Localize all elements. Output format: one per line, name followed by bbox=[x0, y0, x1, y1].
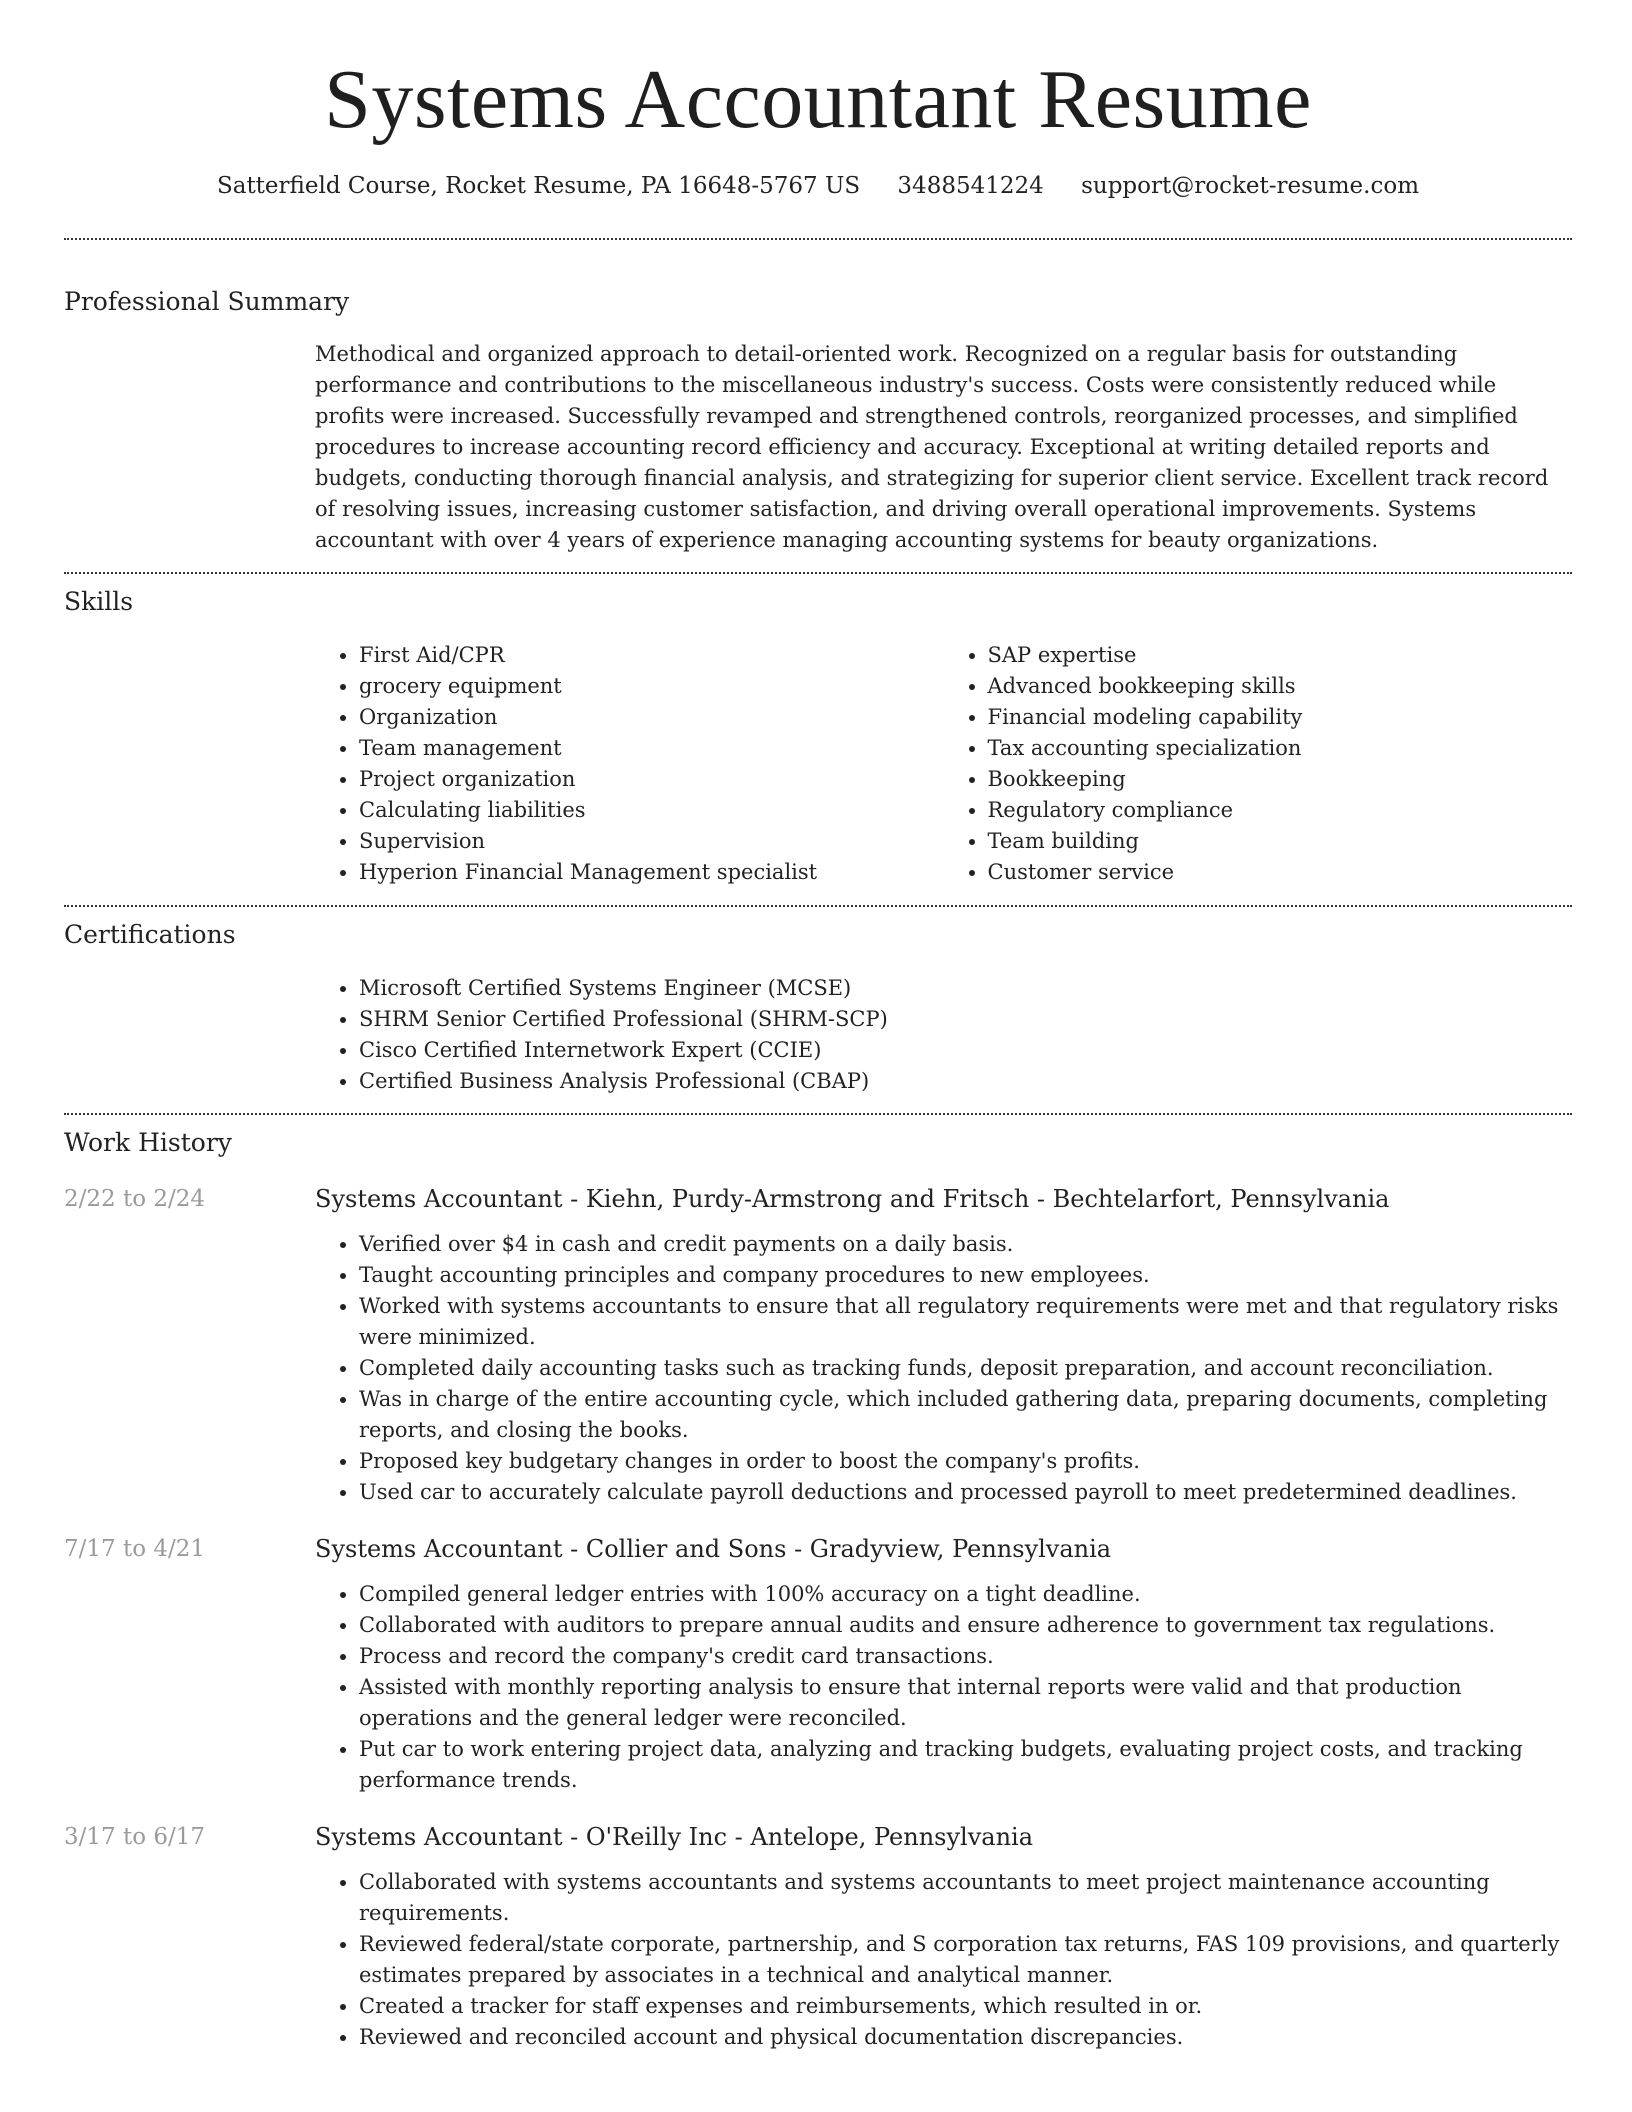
skills-list-left bbox=[315, 640, 944, 888]
job-bullet: • Created a tracker for staff expenses and reimbursements, which resulted in or. bbox=[359, 1991, 1572, 2022]
job-title: Systems Accountant - O'Reilly Inc - Antelope, Pennsylvania bbox=[315, 1823, 1034, 1851]
resume-page bbox=[64, 0, 1572, 2053]
jobs-list bbox=[64, 1182, 1572, 2053]
skills-section bbox=[64, 574, 1572, 888]
skill-item: • Organization bbox=[359, 702, 944, 733]
job-dates: 2/22 to 2/24 bbox=[64, 1186, 206, 1212]
job-dates: 7/17 to 4/21 bbox=[64, 1536, 206, 1562]
skill-item: • Hyperion Financial Management specialist bbox=[359, 857, 944, 888]
job-bullet: • Collaborated with systems accountants and systems accountants to meet project maintenance accounting requirements. bbox=[359, 1867, 1572, 1929]
job-bullets bbox=[315, 1579, 1572, 1796]
skills-grid bbox=[315, 640, 1572, 888]
skill-item: • Bookkeeping bbox=[988, 764, 1573, 795]
skill-item: • Regulatory compliance bbox=[988, 795, 1573, 826]
job-bullet: • Process and record the company's credit card transactions. bbox=[359, 1641, 1572, 1672]
skill-item: • Supervision bbox=[359, 826, 944, 857]
job-title: Systems Accountant - Kiehn, Purdy-Armstrong and Fritsch - Bechtelarfort, Pennsylvania bbox=[315, 1185, 1390, 1213]
skills-list-right bbox=[944, 640, 1573, 888]
resume-title: Systems Accountant Resume bbox=[324, 53, 1312, 146]
job-dates: 3/17 to 6/17 bbox=[64, 1824, 206, 1850]
skill-item: • First Aid/CPR bbox=[359, 640, 944, 671]
summary-body bbox=[315, 339, 1572, 556]
job-bullets bbox=[315, 1229, 1572, 1508]
contact-line bbox=[64, 170, 1572, 202]
contact-address: Satterfield Course, Rocket Resume, PA 16648-5767 US bbox=[216, 173, 861, 199]
certification-item: • Certified Business Analysis Professional (CBAP) bbox=[359, 1066, 1572, 1097]
skill-item: • Advanced bookkeeping skills bbox=[988, 671, 1573, 702]
job-bullet: • Completed daily accounting tasks such as tracking funds, deposit preparation, and account reconciliation. bbox=[359, 1353, 1572, 1384]
job-bullet: • Proposed key budgetary changes in order to boost the company's profits. bbox=[359, 1446, 1572, 1477]
job-title: Systems Accountant - Collier and Sons - Gradyview, Pennsylvania bbox=[315, 1535, 1112, 1563]
skill-item: • Tax accounting specialization bbox=[988, 733, 1573, 764]
skill-item: • Financial modeling capability bbox=[988, 702, 1573, 733]
certifications-body bbox=[315, 973, 1572, 1097]
job-details bbox=[315, 1820, 1572, 2053]
summary-heading: Professional Summary bbox=[64, 287, 350, 316]
certification-item: • Cisco Certified Internetwork Expert (CCIE) bbox=[359, 1035, 1572, 1066]
job-bullet: • Collaborated with auditors to prepare annual audits and ensure adherence to government tax regulations. bbox=[359, 1610, 1572, 1641]
job-bullet: • Was in charge of the entire accounting cycle, which included gathering data, preparing documents, completing reports, and closing the books. bbox=[359, 1384, 1572, 1446]
certifications-list bbox=[315, 973, 1572, 1097]
skill-item: • SAP expertise bbox=[988, 640, 1573, 671]
contact-phone: 3488541224 bbox=[897, 173, 1044, 199]
skills-heading: Skills bbox=[64, 587, 134, 616]
job-bullets bbox=[315, 1867, 1572, 2053]
work-history-heading: Work History bbox=[64, 1128, 232, 1157]
skill-item: • Team management bbox=[359, 733, 944, 764]
job-bullet: • Reviewed and reconciled account and physical documentation discrepancies. bbox=[359, 2022, 1572, 2053]
certifications-heading: Certifications bbox=[64, 920, 236, 949]
skill-item: • Customer service bbox=[988, 857, 1573, 888]
job-entry bbox=[64, 1182, 1572, 1508]
job-bullet: • Worked with systems accountants to ensure that all regulatory requirements were met and that regulatory risks were minimized. bbox=[359, 1291, 1572, 1353]
job-details bbox=[315, 1182, 1572, 1508]
skill-item: • Team building bbox=[988, 826, 1573, 857]
skill-item: • grocery equipment bbox=[359, 671, 944, 702]
job-bullet: • Put car to work entering project data, analyzing and tracking budgets, evaluating project costs, and tracking performance trends. bbox=[359, 1734, 1572, 1796]
job-details bbox=[315, 1532, 1572, 1796]
summary-section bbox=[64, 240, 1572, 556]
job-bullet: • Verified over $4 in cash and credit payments on a daily basis. bbox=[359, 1229, 1572, 1260]
summary-text: Methodical and organized approach to detail-oriented work. Recognized on a regular basis for outstanding performance and contributions to the miscellaneous industry's success. Costs were consistently reduced while profits were increased. Successfully revamped and strengthened controls, reorganized processes, and simplified procedures to increase accounting record efficiency and accuracy. Exceptional at writing detailed reports and budgets, conducting thorough financial analysis, and strategizing for superior client service. Excellent track record of resolving issues, increasing customer satisfaction, and driving overall operational improvements. Systems accountant with over 4 years of experience managing accounting systems for beauty organizations. bbox=[315, 342, 1549, 552]
job-bullet: • Reviewed federal/state corporate, partnership, and S corporation tax returns, FAS 109 provisions, and quarterly estimates prepared by associates in a technical and analytical manner. bbox=[359, 1929, 1572, 1991]
job-bullet: • Taught accounting principles and company procedures to new employees. bbox=[359, 1260, 1572, 1291]
skill-item: • Project organization bbox=[359, 764, 944, 795]
job-bullet: • Compiled general ledger entries with 100% accuracy on a tight deadline. bbox=[359, 1579, 1572, 1610]
job-entry bbox=[64, 1820, 1572, 2053]
job-bullet: • Used car to accurately calculate payroll deductions and processed payroll to meet predetermined deadlines. bbox=[359, 1477, 1572, 1508]
job-bullet: • Assisted with monthly reporting analysis to ensure that internal reports were valid and that production operations and the general ledger were reconciled. bbox=[359, 1672, 1572, 1734]
certifications-section bbox=[64, 907, 1572, 1097]
contact-email[interactable]: support@rocket-resume.com bbox=[1081, 173, 1420, 199]
certification-item: • Microsoft Certified Systems Engineer (MCSE) bbox=[359, 973, 1572, 1004]
job-entry bbox=[64, 1532, 1572, 1796]
certification-item: • SHRM Senior Certified Professional (SHRM-SCP) bbox=[359, 1004, 1572, 1035]
skill-item: • Calculating liabilities bbox=[359, 795, 944, 826]
work-history-section bbox=[64, 1115, 1572, 2053]
